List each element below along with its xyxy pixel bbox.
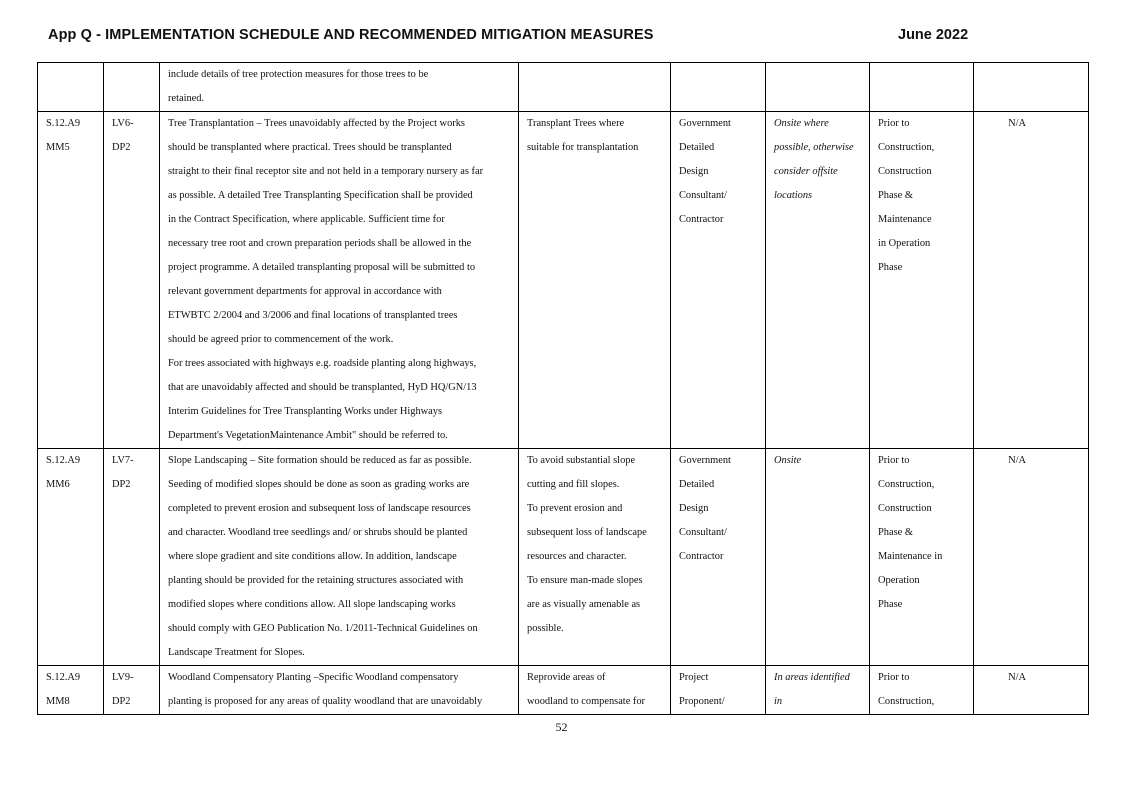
cell-text-line: where slope gradient and site conditions allow. In addition, landscape xyxy=(168,551,457,562)
cell-text-line: To prevent erosion and xyxy=(527,503,623,514)
cell-text-line: Reprovide areas of xyxy=(527,672,606,683)
mitigation-measure-cell xyxy=(160,666,519,715)
cell-text-line: Contractor xyxy=(679,551,724,562)
cell-text-line: relevant government departments for approval in accordance with xyxy=(168,286,442,297)
cell-text-line: Phase & xyxy=(878,190,913,201)
eia-reference-cell xyxy=(38,449,104,666)
cell-text-line: Onsite where xyxy=(774,118,829,129)
table-row xyxy=(38,666,1089,715)
cell-text-line: in the Contract Specification, where applicable. Sufficient time for xyxy=(168,214,445,225)
cell-text-line: possible, otherwise xyxy=(774,142,854,153)
statutory-requirement-cell xyxy=(974,449,1089,666)
objective-cell xyxy=(519,112,671,449)
cell-text-line: MM6 xyxy=(46,479,70,490)
mitigation-measure-cell xyxy=(160,112,519,449)
cell-text-line: Detailed xyxy=(679,479,715,490)
cell-text-line: Prior to xyxy=(878,455,910,466)
cell-text-line: should be transplanted where practical. Trees should be transplanted xyxy=(168,142,452,153)
cell-text-line: MM8 xyxy=(46,696,70,707)
cell-text-line: S.12.A9 xyxy=(46,118,81,129)
cell-text-line: S.12.A9 xyxy=(46,455,81,466)
cell-text-line: To avoid substantial slope xyxy=(527,455,636,466)
cell-text-line: possible. xyxy=(527,623,564,634)
cell-text-line: Operation xyxy=(878,575,920,586)
cell-text-line: Woodland Compensatory Planting –Specific Woodland compensatory xyxy=(168,672,459,683)
cell-text-line: Proponent/ xyxy=(679,696,725,707)
mitigation-measure-cell xyxy=(160,449,519,666)
cell-text-line: completed to prevent erosion and subsequent loss of landscape resources xyxy=(168,503,471,514)
cell-text-line: Interim Guidelines for Tree Transplanting Works under Highways xyxy=(168,406,443,417)
page-number: 52 xyxy=(555,720,568,734)
location-cell xyxy=(766,449,870,666)
cell-text-line: should comply with GEO Publication No. 1/2011-Technical Guidelines on xyxy=(168,623,478,634)
cell-text-line: To ensure man-made slopes xyxy=(527,575,643,586)
location-cell xyxy=(766,63,870,112)
cell-text-line: planting should be provided for the retaining structures associated with xyxy=(168,575,464,586)
cell-text-line: consider offsite xyxy=(774,166,838,177)
cell-text-line: Department's VegetationMaintenance Ambit" should be referred to. xyxy=(168,430,448,441)
cell-text-line: Landscape Treatment for Slopes. xyxy=(168,647,305,658)
cell-text-line: Transplant Trees where xyxy=(527,118,625,129)
cell-text-line: and character. Woodland tree seedlings and/ or shrubs should be planted xyxy=(168,527,468,538)
cell-text-line: as possible. A detailed Tree Transplanting Specification shall be provided xyxy=(168,190,473,201)
cell-text-line: Seeding of modified slopes should be done as soon as grading works are xyxy=(168,479,470,490)
cell-text-line: retained. xyxy=(168,93,205,104)
cell-text-line: MM5 xyxy=(46,142,70,153)
cell-text-line: should be agreed prior to commencement of the work. xyxy=(168,334,394,345)
cell-text-line: N/A xyxy=(1008,455,1026,466)
cell-text-line: Construction xyxy=(878,166,932,177)
timing-cell xyxy=(870,63,974,112)
cell-text-line: Construction xyxy=(878,503,932,514)
eia-reference-cell xyxy=(38,666,104,715)
cell-text-line: Design xyxy=(679,166,709,177)
cell-text-line: Phase & xyxy=(878,527,913,538)
cell-text-line: In areas identified xyxy=(774,672,850,683)
cell-text-line: N/A xyxy=(1008,672,1026,683)
timing-cell xyxy=(870,112,974,449)
location-cell xyxy=(766,112,870,449)
cell-text-line: DP2 xyxy=(112,142,131,153)
measure-code-cell xyxy=(104,112,160,449)
cell-text-line: suitable for transplantation xyxy=(527,142,639,153)
table-row xyxy=(38,449,1089,666)
cell-text-line: Phase xyxy=(878,262,903,273)
implementation-schedule-table xyxy=(37,62,1089,715)
cell-text-line: resources and character. xyxy=(527,551,627,562)
measure-code-cell xyxy=(104,666,160,715)
cell-text-line: in xyxy=(774,696,783,707)
eia-reference-cell xyxy=(38,63,104,112)
cell-text-line: Prior to xyxy=(878,118,910,129)
cell-text-line: LV7- xyxy=(112,455,134,466)
objective-cell xyxy=(519,63,671,112)
cell-text-line: Consultant/ xyxy=(679,527,727,538)
cell-text-line: Construction, xyxy=(878,142,935,153)
cell-text-line: Maintenance in xyxy=(878,551,943,562)
cell-text-line: Slope Landscaping – Site formation should be reduced as far as possible. xyxy=(168,455,472,466)
measure-code-cell xyxy=(104,63,160,112)
cell-text-line: Detailed xyxy=(679,142,715,153)
cell-text-line: Government xyxy=(679,455,731,466)
cell-text-line: For trees associated with highways e.g. roadside planting along highways, xyxy=(168,358,477,369)
timing-cell xyxy=(870,666,974,715)
cell-text-line: locations xyxy=(774,190,813,201)
statutory-requirement-cell xyxy=(974,63,1089,112)
table-row xyxy=(38,112,1089,449)
cell-text-line: necessary tree root and crown preparation periods shall be allowed in the xyxy=(168,238,472,249)
cell-text-line: planting is proposed for any areas of quality woodland that are unavoidably xyxy=(168,696,483,707)
cell-text-line: Project xyxy=(679,672,709,683)
eia-reference-cell xyxy=(38,112,104,449)
cell-text-line: Construction, xyxy=(878,479,935,490)
cell-text-line: project programme. A detailed transplanting proposal will be submitted to xyxy=(168,262,476,273)
timing-cell xyxy=(870,449,974,666)
cell-text-line: Design xyxy=(679,503,709,514)
cell-text-line: Consultant/ xyxy=(679,190,727,201)
cell-text-line: modified slopes where conditions allow. All slope landscaping works xyxy=(168,599,456,610)
cell-text-line: LV6- xyxy=(112,118,134,129)
cell-text-line: DP2 xyxy=(112,479,131,490)
implementation-agent-cell xyxy=(671,666,766,715)
cell-text-line: include details of tree protection measures for those trees to be xyxy=(168,69,429,80)
cell-text-line: ETWBTC 2/2004 and 3/2006 and final locations of transplanted trees xyxy=(168,310,458,321)
cell-text-line: subsequent loss of landscape xyxy=(527,527,647,538)
cell-text-line: in Operation xyxy=(878,238,931,249)
mitigation-measure-cell xyxy=(160,63,519,112)
cell-text-line: Tree Transplantation – Trees unavoidably affected by the Project works xyxy=(168,118,465,129)
cell-text-line: Onsite xyxy=(774,455,802,466)
cell-text-line: cutting and fill slopes. xyxy=(527,479,620,490)
cell-text-line: Contractor xyxy=(679,214,724,225)
cell-text-line: LV9- xyxy=(112,672,134,683)
objective-cell xyxy=(519,449,671,666)
cell-text-line: Prior to xyxy=(878,672,910,683)
measure-code-cell xyxy=(104,449,160,666)
implementation-agent-cell xyxy=(671,112,766,449)
statutory-requirement-cell xyxy=(974,112,1089,449)
cell-text-line: that are unavoidably affected and should be transplanted, HyD HQ/GN/13 xyxy=(168,382,477,393)
statutory-requirement-cell xyxy=(974,666,1089,715)
cell-text-line: Maintenance xyxy=(878,214,932,225)
cell-text-line: N/A xyxy=(1008,118,1026,129)
cell-text-line: S.12.A9 xyxy=(46,672,81,683)
cell-text-line: DP2 xyxy=(112,696,131,707)
document-date: June 2022 xyxy=(898,27,969,43)
implementation-agent-cell xyxy=(671,63,766,112)
table-row xyxy=(38,63,1089,112)
cell-text-line: Construction, xyxy=(878,696,935,707)
cell-text-line: Phase xyxy=(878,599,903,610)
document-title: App Q - IMPLEMENTATION SCHEDULE AND RECOMMENDED MITIGATION MEASURES xyxy=(48,27,654,43)
location-cell xyxy=(766,666,870,715)
cell-text-line: Government xyxy=(679,118,731,129)
cell-text-line: straight to their final receptor site and not held in a temporary nursery as far xyxy=(168,166,484,177)
cell-text-line: woodland to compensate for xyxy=(527,696,646,707)
cell-text-line: are as visually amenable as xyxy=(527,599,641,610)
implementation-agent-cell xyxy=(671,449,766,666)
objective-cell xyxy=(519,666,671,715)
